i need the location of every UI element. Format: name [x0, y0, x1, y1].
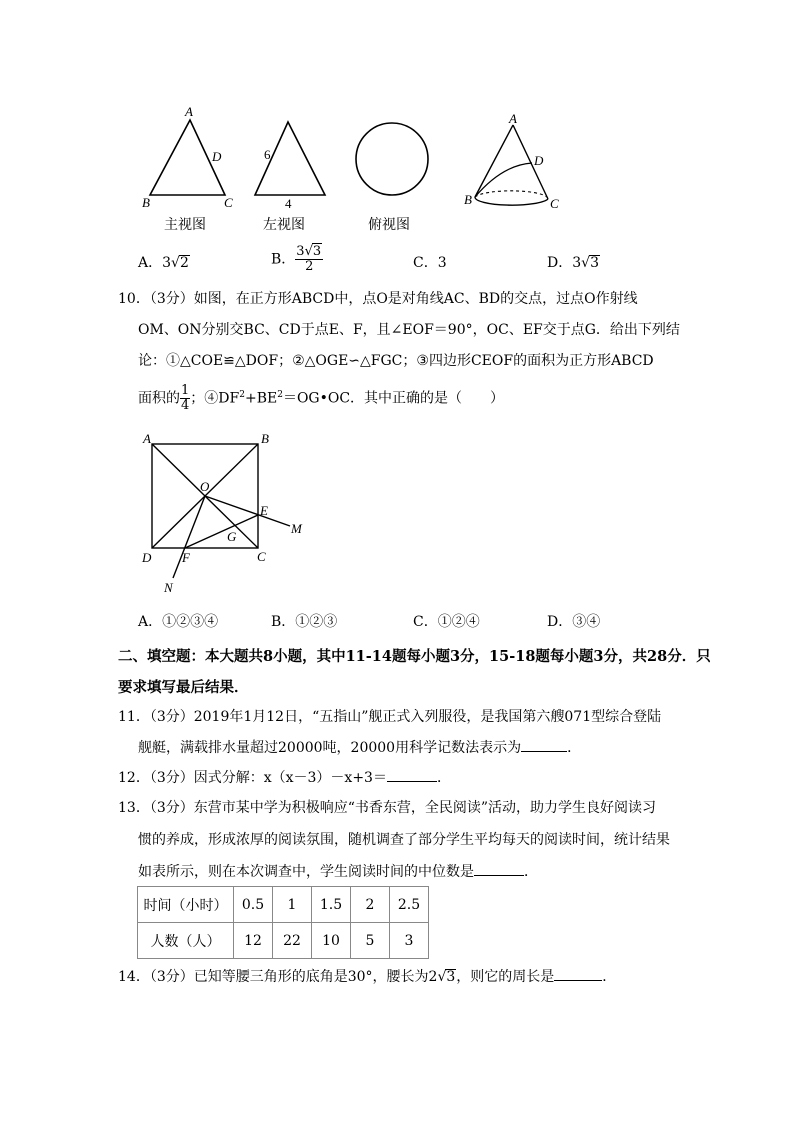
q10-label-b: B — [261, 431, 269, 446]
q10-label-o: O — [200, 479, 210, 494]
q9-option-d[interactable]: D．3√3 — [547, 255, 599, 271]
q10-quarter-fraction: $\frac{1}{4}$ — [181, 383, 190, 414]
q10-label-m: M — [291, 521, 302, 536]
q9-option-b[interactable] — [271, 243, 323, 274]
q9-option-b-prefix: B． — [271, 251, 296, 268]
q10-option-a[interactable]: A．①②③④ — [138, 614, 219, 630]
q10-line-3: 论：①△COE≌△DOF；②△OGE∽△FGC；③四边形CEOF的面积为正方形ABCD — [138, 353, 654, 369]
q10-line-2: OM、ON分别交BC、CD于点E、F，且∠EOF＝90°，OC、EF交于点G．给出下列结 — [138, 322, 680, 338]
q10-label-e: E — [260, 503, 268, 518]
cone-label-a: A — [509, 111, 517, 126]
q10-label-d: D — [142, 550, 152, 565]
q11-answer-blank[interactable] — [521, 737, 567, 752]
left-view-side-label: 6 — [264, 147, 271, 162]
q9-option-d-prefix: D．3 — [547, 255, 582, 271]
q12-line: 12．（3分）因式分解：x（x－3）－x+3＝ ． — [118, 767, 451, 788]
q10-label-n: N — [164, 580, 173, 595]
table-cell: 10 — [312, 923, 351, 959]
q10-square-figure — [140, 430, 320, 590]
table-cell: 0.5 — [234, 887, 273, 923]
table-header-count: 人数（人） — [138, 923, 234, 959]
q13-line-3: 如表所示，则在本次调查中，学生阅读时间的中位数是 ． — [138, 861, 538, 882]
table-cell: 22 — [273, 923, 312, 959]
q9-option-a-radicand: 2 — [179, 255, 189, 271]
q10-label-c: C — [257, 549, 266, 564]
q13-answer-blank[interactable] — [474, 861, 524, 876]
table-header-time: 时间（小时） — [138, 887, 234, 923]
table-cell: 3 — [390, 923, 429, 959]
q14-line: 14．（3分）已知等腰三角形的底角是30°，腰长为2√3，则它的周长是 ． — [118, 966, 616, 987]
q9-option-a[interactable]: A．3√2 — [138, 255, 189, 271]
q10-option-d[interactable]: D．③④ — [547, 614, 601, 630]
cone-label-c: C — [550, 196, 559, 211]
cone-label-b: B — [464, 192, 472, 207]
q13-reading-time-table — [137, 886, 429, 959]
q10-option-b[interactable]: B．①②③ — [271, 614, 338, 630]
q10-line-4: 面积的 $\frac{1}{4}$ ；$④DF^2+BE^2=OG•OC$．其中正确的是（ ） — [138, 383, 505, 414]
front-view-caption: 主视图 — [164, 217, 206, 233]
q9-option-b-fraction: $\frac{3√3}{2}$ — [296, 244, 322, 274]
q14-radicand: 3 — [446, 969, 456, 985]
front-view-label-b: B — [142, 195, 150, 210]
q9-option-a-prefix: A．3 — [138, 255, 172, 271]
q13-line-1: 13．（3分）东营市某中学为积极响应“书香东营，全民阅读”活动，助力学生良好阅读习 — [118, 800, 657, 816]
ray-om — [205, 496, 290, 526]
top-view-caption: 俯视图 — [368, 217, 410, 233]
table-cell: 12 — [234, 923, 273, 959]
section-2-heading-line-2: 要求填写最后结果． — [118, 679, 249, 696]
q11-line-2: 舰艇，满载排水量超过20000吨，20000用科学记数法表示为 ． — [138, 737, 581, 758]
front-view-label-c: C — [224, 195, 233, 210]
q9-option-c[interactable]: C．3 — [413, 255, 447, 271]
q14-answer-blank[interactable] — [554, 966, 602, 981]
q10-label-g: G — [227, 529, 237, 544]
table-cell: 1.5 — [312, 887, 351, 923]
q10-line-1: 10．（3分）如图，在正方形ABCD中，点O是对角线AC、BD的交点，过点O作射线 — [118, 291, 638, 307]
table-cell: 2.5 — [390, 887, 429, 923]
q9-option-d-radicand: 3 — [590, 255, 599, 271]
cone-label-d: D — [534, 153, 544, 168]
q10-option-c[interactable]: C．①②④ — [413, 614, 480, 630]
front-view-label-a: A — [185, 104, 193, 119]
table-cell: 5 — [351, 923, 390, 959]
q13-line-2: 惯的养成，形成浓厚的阅读氛围，随机调查了部分学生平均每天的阅读时间，统计结果 — [138, 832, 670, 848]
q10-label-a: A — [143, 431, 151, 446]
table-cell: 2 — [351, 887, 390, 923]
section-2-heading-line-1: 二、填空题：本大题共8小题，其中11-14题每小题3分，15-18题每小题3分，共28分．只 — [118, 648, 711, 665]
q11-line-1: 11．（3分）2019年1月12日，“五指山”舰正式入列服役，是我国第六艘071型综合登陆 — [118, 709, 662, 725]
table-row — [138, 923, 429, 959]
q12-answer-blank[interactable] — [387, 767, 437, 782]
left-view-base-label: 4 — [285, 196, 292, 211]
table-cell: 1 — [273, 887, 312, 923]
front-view-label-d: D — [212, 149, 222, 164]
q10-label-f: F — [182, 550, 190, 565]
table-row — [138, 887, 429, 923]
left-view-caption: 左视图 — [263, 217, 305, 233]
top-view-circle — [356, 123, 428, 195]
